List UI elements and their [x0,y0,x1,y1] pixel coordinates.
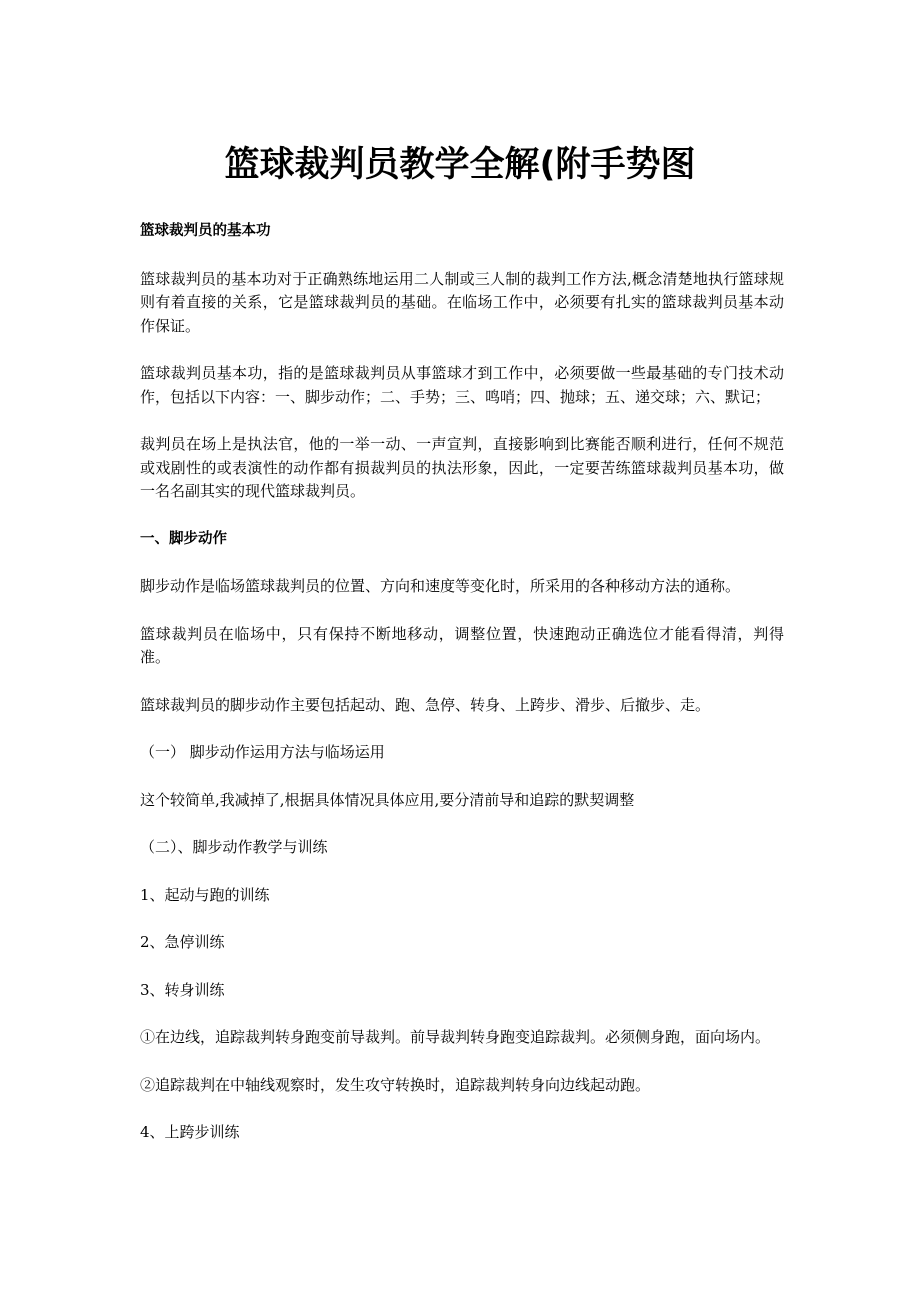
section-heading-footwork: 一、脚步动作 [140,530,227,547]
paragraph-referee-role: 裁判员在场上是执法官，他的一举一动、一声宣判，直接影响到比赛能否顺利进行，任何不规范或戏剧性的或表演性的动作都有损裁判员的执法形象，因此，一定要苦练篮球裁判员基本功，做一名名副其实的现代篮球裁判员。 [140,435,784,500]
paragraph-footwork-importance: 篮球裁判员在临场中，只有保持不断地移动，调整位置，快速跑动正确选位才能看得清，判得准。 [140,624,784,666]
paragraph-turn-point-1: ①在边线，追踪裁判转身跑变前导裁判。前导裁判转身跑变追踪裁判。必须侧身跑，面向场内。 [140,1028,771,1046]
subheading-footwork-application: （一） 脚步动作运用方法与临场运用 [140,743,385,761]
document-title: 篮球裁判员教学全解(附手势图 [224,145,696,185]
document-body [140,220,784,1145]
section-heading-basic-skills: 篮球裁判员的基本功 [140,223,271,239]
subheading-footwork-training: （二）、脚步动作教学与训练 [140,838,328,856]
list-item-stop-training: 2、急停训练 [140,933,225,951]
paragraph-footwork-types: 篮球裁判员的脚步动作主要包括起动、跑、急停、转身、上跨步、滑步、后撤步、走。 [140,695,711,714]
paragraph-author-note: 这个较简单,我减掉了,根据具体情况具体应用,要分清前导和追踪的默契调整 [140,790,635,809]
list-item-turn-training: 3、转身训练 [140,980,225,999]
list-item-start-run-training: 1、起动与跑的训练 [140,885,270,904]
list-item-step-up-training: 4、上跨步训练 [140,1123,240,1141]
paragraph-basic-skills-list: 篮球裁判员基本功，指的是篮球裁判员从事篮球才到工作中，必须要做一些最基础的专门技术动作，包括以下内容：一、脚步动作；二、手势；三、鸣哨；四、抛球；五、递交球；六、默记； [140,364,784,406]
paragraph-turn-point-2: ②追踪裁判在中轴线观察时，发生攻守转换时，追踪裁判转身向边线起动跑。 [140,1075,651,1094]
paragraph-footwork-definition: 脚步动作是临场篮球裁判员的位置、方向和速度等变化时，所采用的各种移动方法的通称。 [140,577,741,595]
paragraph-intro: 篮球裁判员的基本功对于正确熟练地运用二人制或三人制的裁判工作方法,概念清楚地执行篮球规则有着直接的关系，它是篮球裁判员的基础。在临场工作中，必须要有扎实的篮球裁判员基本动作保证。 [140,269,784,335]
